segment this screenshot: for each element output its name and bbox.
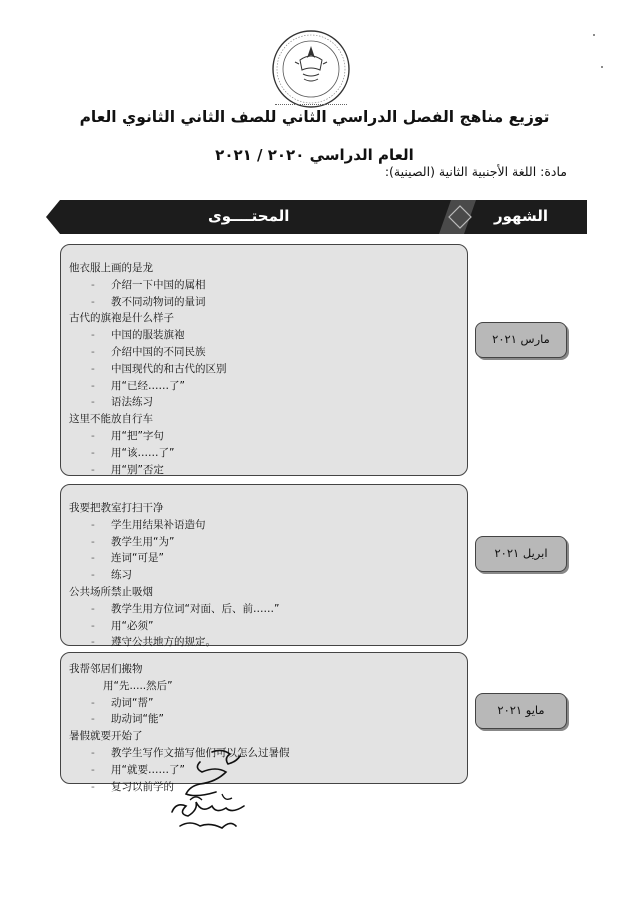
list-item: - 中国现代的和古代的区别 bbox=[91, 362, 227, 375]
topic-heading: 古代的旗袍是什么样子 bbox=[69, 312, 174, 325]
list-item: - 遵守公共地方的规定。 bbox=[91, 636, 216, 649]
list-item: - 用“必须” bbox=[91, 619, 154, 632]
list-item: - 介绍中国的不同民族 bbox=[91, 345, 206, 358]
list-item: - 动词“帮” bbox=[91, 696, 154, 709]
topic-heading: 这里不能放自行车 bbox=[69, 413, 153, 426]
topic-heading: 暑假就要开始了 bbox=[69, 730, 143, 743]
list-item: - 用“该……了” bbox=[91, 446, 175, 459]
topic-heading: 我帮邻居们搬物 bbox=[69, 663, 143, 675]
subject-label: مادة: اللغة الأجنبية الثانية (الصينية): bbox=[384, 164, 567, 179]
month-tab-april: ابريل ٢٠٢١ bbox=[475, 536, 567, 572]
topic-heading: 我要把教室打扫干净 bbox=[69, 502, 164, 514]
list-item: 用“先.....然后” bbox=[103, 679, 173, 692]
signature-scribble bbox=[160, 742, 255, 837]
list-item: - 用“别”否定 bbox=[91, 463, 164, 476]
content-box-march bbox=[60, 244, 468, 476]
list-item: - 教学生用“为” bbox=[91, 535, 175, 548]
ministry-logo-icon bbox=[270, 28, 352, 110]
scan-speck bbox=[601, 66, 603, 68]
list-item: - 教不同动物词的量词 bbox=[91, 295, 206, 308]
list-item: - 语法练习 bbox=[91, 396, 153, 409]
scan-speck bbox=[593, 34, 595, 36]
list-item: - 复习以前学的 bbox=[91, 780, 174, 793]
list-item: - 教学生用方位词“对面、后、前……” bbox=[91, 602, 280, 615]
academic-year: العام الدراسي ٢٠٢٠ / ٢٠٢١ bbox=[215, 146, 414, 164]
list-item: - 教学生写作文描写他们可以怎么过暑假 bbox=[91, 746, 290, 759]
content-box-april bbox=[60, 484, 468, 649]
month-tab-may: مايو ٢٠٢١ bbox=[475, 693, 567, 729]
content-column-label: المحتــــوى bbox=[208, 207, 290, 225]
list-item: - 用“已经……了” bbox=[91, 379, 185, 392]
list-item: - 助动词“能” bbox=[91, 713, 164, 726]
list-item: - 介绍一下中国的属相 bbox=[91, 278, 206, 291]
topic-heading: 他衣服上画的是龙 bbox=[69, 262, 153, 274]
topic-heading: 公共场所禁止吸烟 bbox=[69, 585, 153, 598]
document-title: توزيع مناهج الفصل الدراسي الثاني للصف الثاني الثانوي العام bbox=[79, 108, 550, 126]
list-item: - 练习 bbox=[91, 569, 132, 582]
list-item: - 用“就要……了” bbox=[91, 763, 185, 776]
list-item: - 学生用结果补语造句 bbox=[91, 518, 206, 531]
list-item: - 用“把”字句 bbox=[91, 429, 164, 442]
list-item: - 中国的服装旗袍 bbox=[91, 329, 185, 342]
list-item: - 连词“可是” bbox=[91, 552, 164, 565]
months-column-label: الشهور bbox=[494, 207, 548, 225]
content-box-may bbox=[60, 652, 468, 793]
month-tab-march: مارس ٢٠٢١ bbox=[475, 322, 567, 358]
